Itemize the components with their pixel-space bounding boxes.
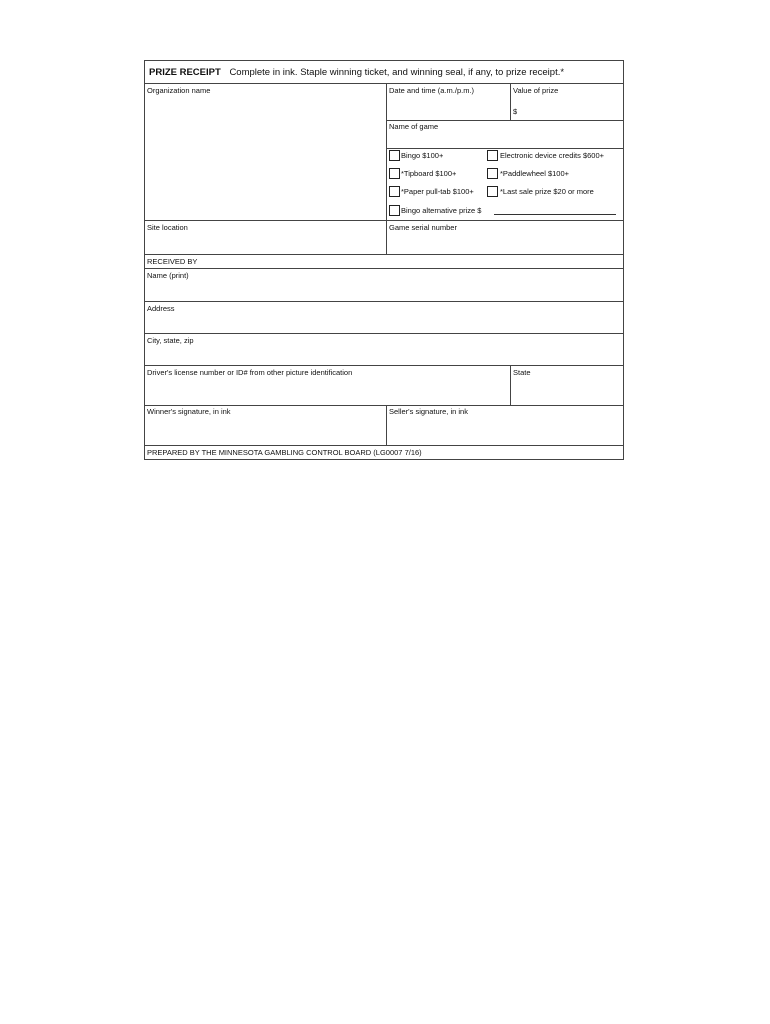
last-sale-checkbox[interactable] [487, 186, 498, 197]
date-time-label: Date and time (a.m./p.m.) [389, 86, 475, 95]
prize-receipt-form [144, 60, 624, 460]
tipboard-checkbox[interactable] [389, 168, 400, 179]
last-sale-option-label: *Last sale prize $20 or more [500, 187, 594, 196]
tipboard-option-label: *Tipboard $100+ [401, 169, 457, 178]
border-top [144, 60, 624, 61]
game-serial-number-label: Game serial number [389, 223, 457, 232]
border-bottom [144, 459, 624, 460]
value-of-prize-label: Value of prize [513, 86, 559, 95]
state-label: State [513, 368, 531, 377]
divider [386, 120, 624, 121]
divider [386, 83, 387, 254]
form-title: PRIZE RECEIPT [149, 67, 221, 78]
bingo-checkbox[interactable] [389, 150, 400, 161]
bingo-alt-amount-line[interactable] [494, 214, 616, 215]
form-title-row [149, 67, 564, 78]
divider [144, 365, 624, 366]
divider [144, 83, 624, 84]
name-of-game-label: Name of game [389, 122, 439, 131]
received-by-label: RECEIVED BY [147, 257, 198, 266]
dollar-sign: $ [513, 107, 518, 116]
divider [144, 405, 624, 406]
border-left [144, 60, 145, 460]
drivers-license-label: Driver's license number or ID# from other picture identification [147, 368, 353, 377]
divider [144, 445, 624, 446]
seller-signature-label: Seller's signature, in ink [389, 407, 468, 416]
electronic-option-label: Electronic device credits $600+ [500, 151, 605, 160]
prepared-by-footer: PREPARED BY THE MINNESOTA GAMBLING CONTROL BOARD (LG0007 7/16) [147, 448, 422, 457]
paper-pulltab-option-label: *Paper pull-tab $100+ [401, 187, 474, 196]
paddlewheel-checkbox[interactable] [487, 168, 498, 179]
electronic-checkbox[interactable] [487, 150, 498, 161]
divider [386, 148, 624, 149]
divider [144, 220, 624, 221]
divider [144, 268, 624, 269]
divider [144, 333, 624, 334]
organization-name-label: Organization name [147, 86, 211, 95]
bingo-alt-checkbox[interactable] [389, 205, 400, 216]
city-state-zip-label: City, state, zip [147, 336, 194, 345]
address-label: Address [147, 304, 175, 313]
bingo-alt-option-label: Bingo alternative prize $ [401, 206, 482, 215]
name-print-label: Name (print) [147, 271, 189, 280]
winner-signature-label: Winner's signature, in ink [147, 407, 231, 416]
paddlewheel-option-label: *Paddlewheel $100+ [500, 169, 570, 178]
divider [144, 301, 624, 302]
divider [386, 405, 387, 445]
divider [510, 83, 511, 120]
divider [144, 254, 624, 255]
paper-pulltab-checkbox[interactable] [389, 186, 400, 197]
bingo-option-label: Bingo $100+ [401, 151, 444, 160]
site-location-label: Site location [147, 223, 188, 232]
divider [510, 365, 511, 405]
form-instructions: Complete in ink. Staple winning ticket, and winning seal, if any, to prize receipt.* [229, 67, 565, 78]
